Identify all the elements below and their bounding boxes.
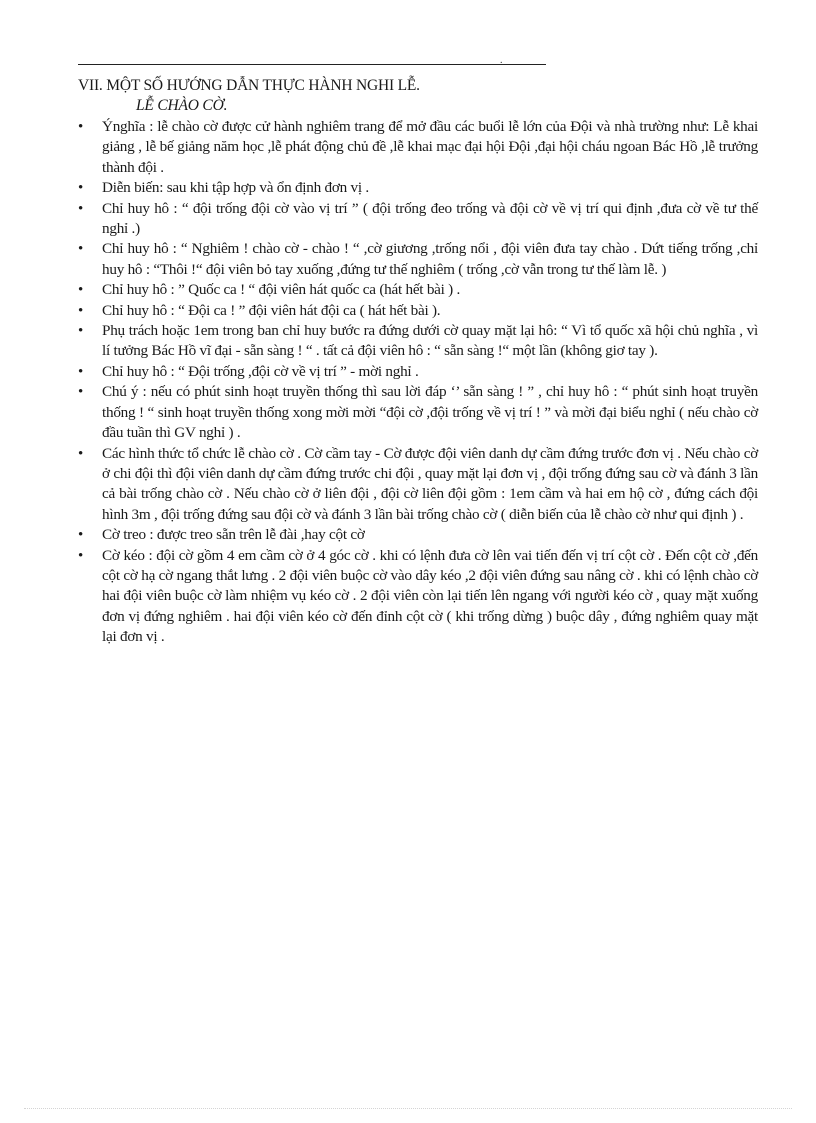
list-item (78, 444, 758, 526)
bullet-icon: • (78, 384, 84, 401)
list-item (78, 382, 758, 443)
document-body (78, 76, 758, 648)
list-item (78, 280, 758, 300)
list-item (78, 321, 758, 362)
list-item (78, 178, 758, 198)
bullet-icon: • (78, 119, 84, 135)
list-item (78, 301, 758, 321)
bullet-icon: • (78, 200, 84, 217)
header-mark: . (500, 55, 503, 66)
bullet-icon: • (78, 323, 84, 340)
list-item-text: Ýnghĩa : lễ chào cờ được cử hành nghiêm trang để mở đầu các buổi lễ lớn của Đội và nhà trường như: Lễ khai giảng , lễ bế giảng năm học ,lễ phát động chủ đề ,lễ khai mạc đại hội Đội ,đại hội cháu ngoan Bác Hồ ,lễ trưởng thành đội . (102, 118, 758, 176)
section-subheading: LỄ CHÀO CỜ. (136, 97, 228, 114)
bullet-icon: • (78, 241, 84, 258)
bullet-icon: • (78, 445, 84, 462)
header-rule (78, 64, 546, 65)
bullet-icon: • (78, 180, 84, 197)
list-item-text: Chỉ huy hô : “ Nghiêm ! chào cờ - chào ! “ ,cờ giương ,trống nổi , đội viên đưa tay chào . Dứt tiếng trống ,chỉ huy hô : “Thôi !“ đội viên bỏ tay xuống ,đứng tư thế nghiêm ( trống ,cờ vẫn trong tư thế làm lễ. ) (102, 240, 758, 278)
bullet-icon: • (78, 302, 84, 319)
list-item (78, 117, 758, 178)
list-item-text: Diễn biến: sau khi tập hợp và ổn định đơn vị . (102, 179, 369, 197)
list-item (78, 546, 758, 648)
list-item-text: Cờ kéo : đội cờ gồm 4 em cầm cờ ở 4 góc cờ . khi có lệnh đưa cờ lên vai tiến đến vị trí cột cờ . Đến cột cờ ,đến cột cờ hạ cờ ngang thắt lưng . 2 đội viên buộc cờ vào dây kéo ,2 đội viên đứng sau nâng cờ . khi có lệnh chào cờ hai đội viên buộc cờ làm nhiệm vụ kéo cờ . 2 đội viên còn lại tiến lên ngang với người kéo cờ , quay mặt xuống đơn vị đứng nghiêm . hai đội viên kéo cờ đến đỉnh cột cờ ( khi trống dừng ) buộc dây , đứng nghiêm quay mặt lại đơn vị . (102, 546, 758, 646)
bullet-icon: • (78, 282, 84, 299)
list-item (78, 239, 758, 280)
list-item-text: Chỉ huy hô : ” Quốc ca ! “ đội viên hát quốc ca (hát hết bài ) . (102, 281, 461, 299)
bullet-icon: • (78, 363, 84, 380)
bullet-icon: • (78, 527, 84, 544)
bullet-list (78, 117, 758, 648)
list-item (78, 199, 758, 240)
list-item-text: Cờ treo : được treo sẵn trên lễ đài ,hay cột cờ (102, 526, 365, 544)
list-item-text: Chỉ huy hô : “ Đội trống ,đội cờ về vị trí ” - mời nghỉ . (102, 362, 419, 380)
list-item-text: Các hình thức tổ chức lễ chào cờ . Cờ cầm tay - Cờ được đội viên danh dự cầm đứng trước đơn vị . Nếu chào cờ ở chi đội thì đội viên danh dự cầm đứng trước chi đội , quay mặt lại đơn vị , đội trống đứng sau cờ và đánh 3 lần cả bài trống chào cờ . Nếu chào cờ ở liên đội , đội cờ liên đội gồm : 1em cầm và hai em hộ cờ , đứng cách đội hình 3m , đội trống đứng sau đội cờ và đánh 3 lần bài trống chào cờ ( diễn biến của lễ chào cờ như qui định ) . (102, 444, 758, 523)
list-item-text: Chỉ huy hô : “ đội trống đội cờ vào vị trí ” ( đội trống đeo trống và đội cờ về vị trí qui định ,đưa cờ về tư thế nghỉ .) (102, 199, 758, 238)
footer-rule (24, 1108, 792, 1109)
list-item-text: Chỉ huy hô : “ Đội ca ! ” đội viên hát đội ca ( hát hết bài ). (102, 301, 441, 319)
section-heading: VII. MỘT SỐ HƯỚNG DẪN THỰC HÀNH NGHI LỄ. (78, 77, 420, 94)
list-item (78, 525, 758, 545)
list-item (78, 362, 758, 382)
bullet-icon: • (78, 547, 84, 564)
list-item-text: Phụ trách hoặc 1em trong ban chỉ huy bước ra đứng dưới cờ quay mặt lại hô: “ Vì tổ quốc xã hội chủ nghĩa , vì lí tưởng Bác Hồ vĩ đại - sẵn sàng ! “ . tất cả đội viên hô : “ sẵn sàng !“ một lần (không giơ tay ). (102, 322, 758, 360)
list-item-text: Chú ý : nếu có phút sinh hoạt truyền thống thì sau lời đáp ‘’ sẵn sàng ! ” , chỉ huy hô : “ phút sinh hoạt truyền thống ! “ sinh hoạt truyền thống xong mời mời “đội cờ ,đội trống về vị trí ! ” và mời đại biểu nghỉ ( nếu chào cờ đầu tuần thì GV nghỉ ) . (102, 383, 758, 442)
